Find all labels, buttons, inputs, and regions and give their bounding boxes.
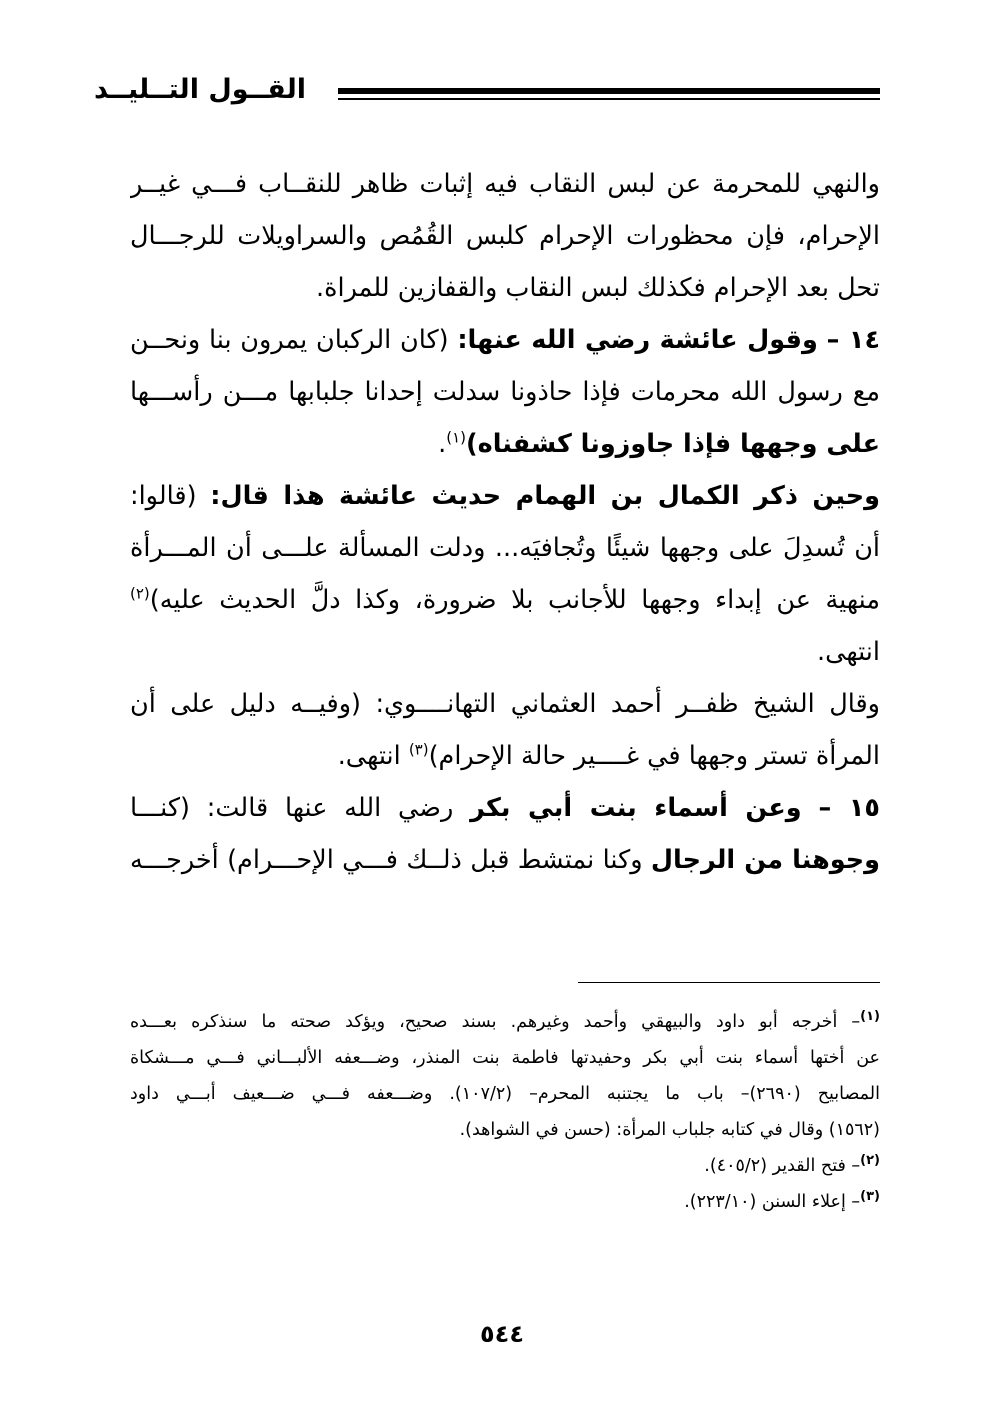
body-line bbox=[130, 782, 880, 834]
header-rule-thick bbox=[338, 88, 880, 94]
text: انتهى. bbox=[337, 741, 409, 771]
body-line bbox=[130, 834, 880, 886]
header-rule-thin bbox=[338, 98, 880, 100]
body-line bbox=[130, 574, 880, 626]
footnote-text: – فتح القدير (٤٠٥/٢). bbox=[704, 1156, 861, 1176]
bold-text: وقول عائشة رضي الله عنها: bbox=[457, 325, 818, 355]
body-line bbox=[130, 418, 880, 470]
footnote-separator bbox=[578, 982, 880, 983]
footnote-text: – أخرجه أبو داود والبيهقي وأحمد وغيرهم. بسند صحيح، ويؤكد صحته ما سنذكره بعـــده bbox=[130, 1012, 861, 1032]
body-line: تحل بعد الإحرام فكذلك لبس النقاب والقفازين للمراة. bbox=[316, 273, 880, 303]
footnote-line: المصابيح (٢٦٩٠)– باب ما يجتنبه المحرم– (١٠٧/٢). وضـــعفه فـــي ضـــعيف أبـــي داود bbox=[130, 1084, 880, 1104]
body-line: وقال الشيخ ظفــر أحمد العثماني التهانــــوي: (وفيــه دليل على أن bbox=[130, 689, 880, 719]
footnote-text: – إعلاء السنن (٢٢٣/١٠). bbox=[684, 1192, 861, 1212]
body-line bbox=[130, 314, 880, 366]
footnote-line bbox=[130, 1184, 880, 1220]
footnote-line: عن أختها أسماء بنت أبي بكر وحفيدتها فاطمة بنت المنذر، وضـــعفه الألبـــاني فـــي مـــشكاة bbox=[130, 1048, 880, 1068]
text: . bbox=[438, 429, 447, 459]
item-number: ١٤ – bbox=[826, 325, 880, 355]
bold-text: وحين ذكر الكمال بن الهمام حديث عائشة هذا قال: bbox=[210, 481, 880, 511]
footnote-line bbox=[130, 1004, 880, 1040]
footnote-ref[interactable]: (١) bbox=[446, 428, 466, 447]
text: (كان الركبان يمرون بنا ونحــن bbox=[130, 325, 449, 355]
body-line: مع رسول الله محرمات فإذا حاذونا سدلت إحدانا جلبابها مـــن رأســـها bbox=[130, 377, 880, 407]
body-line: الإحرام، فإن محظورات الإحرام كلبس القُمُص والسراويلات للرجـــال bbox=[130, 221, 880, 251]
footnote-marker: (١) bbox=[860, 1009, 880, 1025]
bold-text: وجوهنا من الرجال bbox=[650, 845, 880, 875]
body-line bbox=[130, 470, 880, 522]
body-line: والنهي للمحرمة عن لبس النقاب فيه إثبات ظاهر للنقــاب فـــي غيــر bbox=[130, 169, 880, 199]
item-number: ١٥ – bbox=[818, 793, 880, 823]
body-line bbox=[130, 730, 880, 782]
body-text bbox=[130, 158, 880, 886]
header-title: القــول التــليــد bbox=[93, 74, 306, 105]
text: وكنا نمتشط قبل ذلــك فـــي الإحـــرام) أخرجـــه bbox=[130, 845, 643, 875]
footnote-marker: (٢) bbox=[860, 1153, 880, 1169]
text: المرأة تستر وجهها في غــــير حالة الإحرام) bbox=[428, 741, 880, 771]
footnote-marker: (٣) bbox=[860, 1189, 880, 1205]
text: منهية عن إبداء وجهها للأجانب بلا ضرورة، وكذا دلَّ الحديث عليه) bbox=[149, 585, 880, 615]
body-line: انتهى. bbox=[817, 637, 880, 667]
bold-text: وعن أسماء بنت أبي بكر bbox=[470, 793, 802, 823]
footnote-ref[interactable]: (٢) bbox=[130, 584, 150, 603]
text: رضي الله عنها قالت: (كنـــا bbox=[130, 793, 454, 823]
footnote-ref[interactable]: (٣) bbox=[408, 740, 429, 759]
body-line: أن تُسدِلَ على وجهها شيئًا وتُجافيَه... ودلت المسألة علـــى أن المـــرأة bbox=[130, 533, 880, 563]
page-number: ٥٤٤ bbox=[480, 1320, 524, 1348]
footnotes bbox=[130, 1004, 880, 1220]
text: (قالوا: bbox=[130, 481, 197, 511]
page-header bbox=[0, 0, 1004, 120]
footnote-line: (١٥٦٢) وقال في كتابه جلباب المرأة: (حسن في الشواهد). bbox=[459, 1120, 880, 1140]
footnote-line bbox=[130, 1148, 880, 1184]
bold-text: على وجهها فإذا جاوزونا كشفناه) bbox=[465, 429, 880, 459]
